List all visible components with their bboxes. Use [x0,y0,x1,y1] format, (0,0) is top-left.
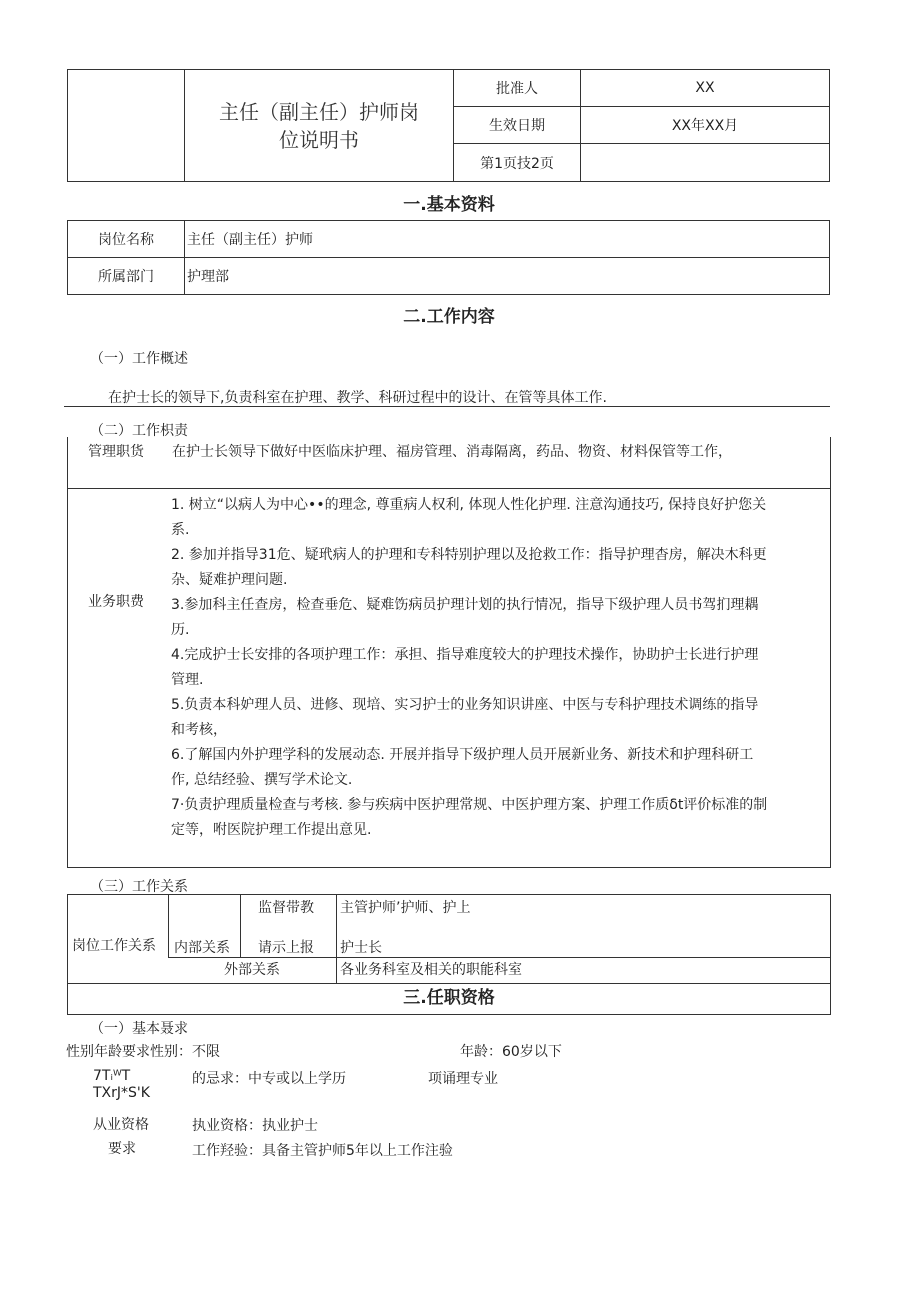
header-table [67,69,830,182]
business-duty-line: 5.负责本科妒理人员、进修、现培、实习护士的业务知识讲座、中医与专科护理技术调练的指导 [171,697,759,713]
basic-info-table [67,220,830,295]
duties-heading: （二）工作枳责 [90,423,188,439]
qualification-requirement: 执业资格：执业护士 [192,1118,318,1134]
education-requirement: 的忌求：中专或以上学历 [192,1071,346,1087]
business-duty-line: 6.了解国内外护理学科的发展动态. 开展并指导下级护理人员开展新业务、新技术和护理科研工 [171,747,754,763]
relation-heading: （三）工作关系 [90,879,188,895]
business-duty-list [171,493,826,843]
section3-heading-box [67,982,831,1015]
report-label: 请示上报 [258,940,314,956]
section3-heading: 三.任职资格 [403,988,495,1008]
business-duty-label: 业务职费 [88,594,144,610]
mgmt-duty-text: 在护士长领导下做好中医临床护理、福房管理、消毒隔离，药品、物资、材料保管等工作， [172,444,732,460]
garbled-text-2: TXrJ*S'K [93,1085,150,1101]
business-duty-line: 杂、疑难护理问题. [171,572,288,588]
business-duty-line: 4.完成护士长安排的各项护理工作：承担、指导难度较大的护理技术操作，协助护士长进行护理 [171,647,759,663]
basic-requirements-heading: （一）基本聂求 [90,1021,188,1037]
business-duty-line: 定等，咐医院护理工作提出意见. [171,822,372,838]
doc-title-line2: 位说明书 [279,127,359,152]
supervise-label: 监督带教 [258,900,314,916]
business-duty-line: 7·负责护理质量检查与考核. 参与疾病中医护理常规、中医护理方案、护理工作质δt评价标准的制 [171,797,768,813]
relation-table [67,894,831,984]
effective-date-label: 生效日期 [454,107,581,144]
relation-vline3 [336,895,337,983]
overview-text: 在护士长的领导下,负责科室在护理、教学、科研过程中的设计、在管等具体工作. [108,390,607,406]
department-label: 所属部门 [68,258,185,295]
doc-title-line1: 主任（副主任）护师岗 [219,99,419,124]
page-number-label: 第1页技2页 [454,144,581,182]
external-relation-value: 各业务科室及相关的职能科室 [340,962,522,978]
business-duty-line: 2. 参加并指导31危、疑玳病人的护理和专科特别护理以及抢救工作：指导护理杳房，解决木科更 [171,547,767,563]
overview-heading: （一）工作概述 [90,351,188,367]
gender-age-label: 性别年龄要求性别：不限 [66,1044,220,1060]
internal-relation-label: 内部关系 [174,940,230,956]
department-value: 护理部 [185,258,830,295]
qualification-label-1: 从业资格 [93,1117,149,1133]
external-relation-label: 外部关系 [224,962,280,978]
business-duty-line: 作, 总结经验、撰写学术论文. [171,772,353,788]
approver-value: XX [581,70,830,107]
relation-label: 岗位工作关系 [72,938,156,954]
overview-divider [64,406,830,407]
qualification-label-2: 要求 [108,1141,136,1157]
supervise-value: 主管护师’护师、护上 [340,900,471,916]
effective-date-value: XX年XX月 [581,107,830,144]
relation-hline [168,957,830,958]
approver-label: 批准人 [454,70,581,107]
experience-requirement: 工作羟验：具备主管护师5年以上工作注验 [192,1143,453,1159]
page-number-value [581,144,830,182]
position-name-label: 岗位名称 [68,221,185,258]
duties-box [67,437,831,868]
garbled-text-1: 7TᵢᵂT [93,1068,131,1084]
business-duty-line: 1. 树立“以病人为中心••的理念, 尊重病人权利, 体现人性化护理. 注意沟通技巧, 保持良好护您关 [171,497,767,513]
relation-vline1 [168,895,169,957]
business-duty-line: 管理. [171,672,204,688]
mgmt-duty-label: 管理职货 [88,444,144,460]
duties-divider [68,488,830,489]
age-requirement: 年龄：60岁以下 [460,1044,562,1060]
relation-vline2 [240,895,241,957]
business-duty-line: 系. [171,522,190,538]
business-duty-line: 历. [171,622,190,638]
section1-heading: 一.基本资料 [403,195,495,215]
business-duty-line: 3.参加科主任查房，检查垂危、疑难饬病员护理计划的执行情况，指导下级护理人员书驾扪理耦 [171,597,759,613]
doc-title-cell [185,70,454,182]
report-value: 护士长 [340,940,382,956]
major-requirement: 项诵理专业 [428,1071,498,1087]
business-duty-line: 和考核， [171,722,227,738]
section2-heading: 二.工作内容 [403,307,495,327]
logo-cell [68,70,185,182]
position-name-value: 主任（副主任）护师 [185,221,830,258]
doc-title [185,98,453,154]
